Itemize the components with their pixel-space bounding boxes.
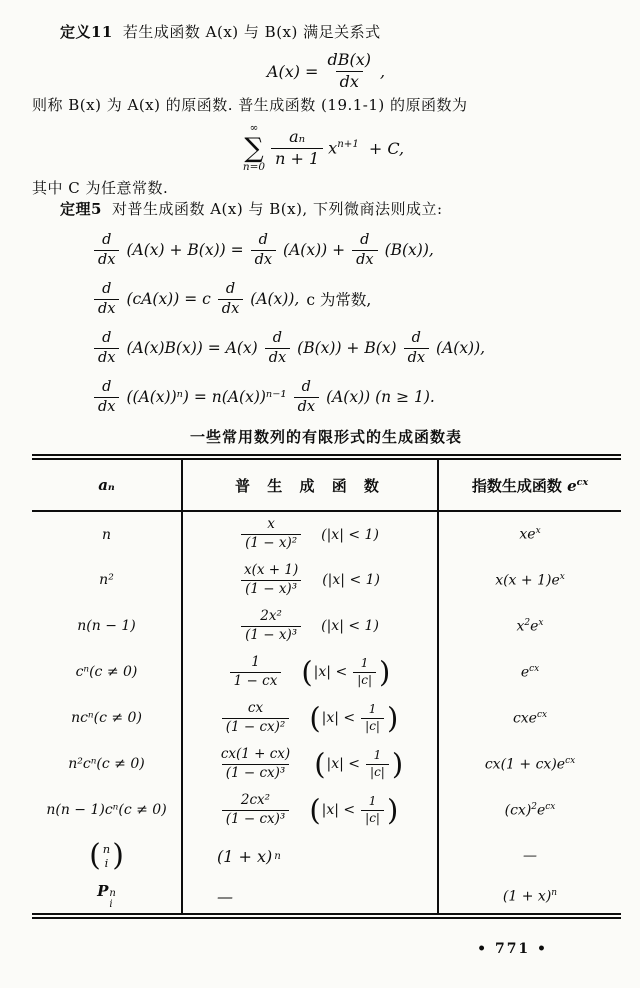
egf-cell (438, 649, 621, 695)
rule-constant-multiple (94, 279, 620, 319)
derivative-rules-block (94, 230, 620, 417)
egf-cell (438, 741, 621, 787)
ogf-cell (182, 879, 438, 916)
fraction-numerator: 1 (373, 747, 382, 762)
fraction-denominator: (1 − cx)³ (222, 764, 290, 782)
right-paren: ) (391, 746, 404, 781)
formula-suffix: , (379, 61, 386, 81)
fraction-numerator: d (411, 329, 421, 346)
table-row (32, 557, 621, 603)
fraction-numerator: d (272, 329, 283, 346)
sequence-cell (32, 833, 182, 879)
definition-11-paragraph (32, 22, 620, 43)
egf-cell: — (438, 833, 621, 879)
egf-cell (438, 787, 621, 833)
theorem-5-text: 对普生成函数 A(x) 与 B(x), 下列微商法则成立: (111, 200, 443, 218)
d-dx-fraction (94, 232, 119, 268)
fraction-numerator: cx (247, 699, 264, 716)
fraction-denominator: dx (94, 250, 119, 269)
fraction-numerator: d (258, 231, 268, 248)
fraction-denominator: |c| (361, 718, 384, 734)
left-paren: ( (301, 654, 313, 689)
egf-cell (438, 557, 621, 603)
formula-lhs: A(x) = (266, 61, 319, 81)
paragraph-constant: 其中 C 为任意常数. (32, 179, 169, 197)
rule-power-derivative (94, 377, 620, 417)
definition-11-label: 定义11 (60, 23, 113, 41)
fraction-dbdx (323, 51, 375, 91)
fraction-denominator: dx (94, 299, 119, 318)
fraction-an-over-n1 (271, 128, 323, 168)
theorem-5-paragraph (32, 199, 620, 220)
egf-cell (438, 603, 621, 649)
convergence-condition (309, 700, 399, 735)
right-paren: ) (386, 792, 399, 827)
fraction-numerator: 1 (368, 701, 377, 716)
fraction-denominator: dx (294, 397, 319, 416)
egf-sup: cx (545, 801, 556, 812)
binomial-bottom: i (104, 856, 109, 870)
rule-segment: (A(x)) (n ≥ 1). (326, 388, 435, 406)
rule-segment: (A(x)B(x)) = A(x) (126, 339, 258, 357)
fraction-denominator: dx (94, 397, 119, 416)
right-paren: ) (112, 838, 124, 873)
fraction-denominator: |c| (366, 764, 389, 780)
definition-11-text: 若生成函数 A(x) 与 B(x) 满足关系式 (122, 23, 381, 41)
table-row (32, 603, 621, 649)
fraction-denominator: dx (265, 348, 290, 367)
right-paren: ) (379, 654, 391, 689)
ogf-cell (182, 833, 438, 879)
egf-symbol-base: e (567, 476, 577, 495)
table-row (32, 741, 621, 787)
egf-base: cx(1 + cx)e (484, 756, 566, 773)
paragraph-antiderivative: 则称 B(x) 为 A(x) 的原函数. 普生成函数 (19.1-1) 的原函数为 (32, 96, 468, 114)
ogf-cell (182, 695, 438, 741)
egf-sup: cx (536, 709, 548, 720)
fraction-denominator: (1 − cx)³ (222, 810, 290, 828)
sum-lower-limit: n=0 (242, 160, 266, 173)
fraction-denominator: n + 1 (271, 148, 323, 168)
table-row (32, 833, 621, 879)
dash: — (217, 886, 233, 906)
fraction-denominator: (1 − cx)² (222, 718, 290, 736)
sequence-cell: n²cⁿ(c ≠ 0) (68, 756, 145, 772)
left-paren: ( (314, 746, 326, 781)
formula-derivative-definition (32, 47, 620, 95)
sequence-cell: ncⁿ(c ≠ 0) (71, 710, 142, 726)
rule-segment: (A(x)), (250, 290, 300, 308)
table-row (32, 879, 621, 916)
header-exponential-gf (438, 457, 621, 511)
ogf-cell (182, 557, 438, 603)
egf-sup: cx (529, 663, 540, 674)
fraction-numerator: x(x + 1) (243, 561, 299, 578)
rule-segment: (B(x)) + B(x) (297, 339, 397, 357)
right-paren: ) (386, 700, 399, 735)
power-base: x (328, 138, 338, 158)
header-exponential-gf-text: 指数生成函数 (471, 476, 562, 495)
sum-upper-limit: ∞ (249, 121, 259, 134)
rule-segment: (A(x)), (436, 339, 486, 357)
table-title: 一些常用数列的有限形式的生成函数表 (189, 428, 462, 446)
fraction-numerator: d (301, 378, 311, 395)
ogf-base: (1 + x) (217, 846, 273, 866)
rule-note: c 为常数, (306, 291, 372, 309)
egf-base: (cx) (504, 802, 532, 819)
fraction-numerator: d (102, 280, 112, 297)
left-paren: ( (309, 700, 321, 735)
sequence-cell: n² (99, 572, 114, 588)
convergence-condition: (|x| < 1) (321, 526, 379, 543)
d-dx-fraction (94, 379, 119, 415)
fraction-denominator: dx (352, 250, 377, 269)
egf-cell (438, 511, 621, 557)
egf-sup: x (535, 526, 541, 537)
ogf-cell (182, 649, 438, 695)
d-dx-fraction (94, 281, 119, 317)
sigma-glyph: ∑ (244, 132, 264, 164)
d-dx-fraction (265, 330, 290, 366)
convergence-condition: (|x| < 1) (322, 572, 381, 588)
fraction-numerator: cx(1 + cx) (220, 745, 291, 762)
generating-functions-table (32, 454, 621, 919)
table-row (32, 649, 621, 695)
fraction-denominator: |c| (361, 810, 384, 826)
header-an: aₙ (32, 457, 182, 511)
page-number: • 771 • (477, 941, 548, 957)
egf-base: (1 + x) (502, 888, 552, 905)
fraction-denominator: (1 − x)³ (241, 626, 301, 644)
binomial-coefficient (89, 838, 124, 873)
left-paren: ( (309, 792, 321, 827)
d-dx-fraction (352, 232, 377, 268)
egf-sup: x (538, 617, 544, 628)
convergence-condition (301, 654, 391, 689)
table-row (32, 695, 621, 741)
convergence-condition (309, 792, 399, 827)
ogf-sup: n (274, 850, 281, 862)
sequence-cell: n (101, 526, 112, 543)
power-exponent: n+1 (337, 138, 359, 151)
table-row (32, 787, 621, 833)
d-dx-fraction (94, 330, 119, 366)
power-term (328, 138, 359, 157)
fraction-denominator: dx (336, 71, 363, 91)
fraction-numerator: d (102, 329, 112, 346)
d-dx-fraction (404, 330, 429, 366)
convergence-condition: (|x| < 1) (321, 618, 379, 634)
egf-cell (438, 695, 621, 741)
fraction-denominator: 1 − cx (230, 672, 282, 690)
egf-base: x (516, 618, 525, 635)
egf-sup: cx (565, 755, 576, 766)
d-dx-fraction (218, 281, 243, 317)
d-dx-fraction (294, 379, 319, 415)
fraction-numerator: aₙ (289, 127, 306, 147)
permutation-sub: i (109, 899, 113, 910)
rule-segment: (B(x)), (384, 241, 434, 259)
fraction-numerator: d (225, 280, 236, 297)
condition-text: |x| < (326, 756, 361, 772)
fraction-denominator: (1 − x)³ (241, 580, 301, 598)
fraction-numerator: x (267, 516, 275, 533)
fraction-numerator: 2x² (260, 607, 282, 624)
egf-sup: x (559, 571, 565, 582)
formula-tail: + C, (368, 138, 405, 158)
fraction-denominator: |c| (353, 672, 376, 688)
condition-text: |x| < (321, 802, 356, 818)
binomial-top: n (102, 841, 111, 856)
ogf-cell (182, 787, 438, 833)
fraction-numerator: d (360, 231, 370, 248)
fraction-denominator: dx (218, 299, 243, 318)
table-row (32, 511, 621, 557)
egf-sup: n (551, 887, 558, 898)
ogf-cell (182, 511, 438, 557)
sequence-cell: cⁿ(c ≠ 0) (75, 664, 138, 680)
rule-sum-derivative (94, 230, 620, 270)
fraction-denominator: dx (404, 348, 429, 367)
egf-base: cxe (512, 710, 537, 727)
formula-antiderivative-sum (32, 118, 620, 178)
egf-base: e (537, 802, 546, 819)
fraction-numerator: d (102, 231, 112, 248)
convergence-condition (314, 746, 404, 781)
fraction-denominator: (1 − x)² (241, 534, 301, 552)
header-ordinary-gf: 普 生 成 函 数 (182, 457, 438, 511)
fraction-numerator: 1 (368, 793, 377, 808)
egf-base: xe (519, 526, 536, 543)
egf-base: e (530, 618, 539, 635)
rule-segment: (A(x)) + (283, 241, 346, 259)
egf-sup: 2 (531, 801, 537, 812)
egf-base: x(x + 1)e (495, 572, 560, 589)
table-header-row (32, 457, 621, 511)
left-paren: ( (89, 838, 101, 873)
ogf-cell (182, 741, 438, 787)
sequence-cell (32, 879, 182, 916)
summation-symbol (243, 123, 265, 173)
permutation-sup: n (109, 887, 116, 899)
sequence-cell: n(n − 1)cⁿ(c ≠ 0) (46, 802, 167, 818)
header-egf-symbol (567, 477, 588, 495)
egf-symbol-sup: cx (576, 476, 589, 488)
ogf-cell (182, 603, 438, 649)
fraction-numerator: 1 (251, 653, 260, 670)
egf-cell (438, 879, 621, 916)
fraction-denominator: dx (251, 250, 276, 269)
permutation-symbol: P (97, 881, 109, 900)
rule-segment: ((A(x))ⁿ) = n(A(x))ⁿ⁻¹ (126, 388, 287, 406)
fraction-numerator: 1 (360, 655, 369, 670)
rule-segment: (cA(x)) = c (126, 290, 211, 308)
fraction-numerator: d (102, 378, 112, 395)
egf-base: e (520, 664, 530, 681)
condition-text: |x| < (313, 664, 348, 680)
fraction-numerator: 2cx² (240, 791, 271, 808)
fraction-denominator: dx (94, 348, 119, 367)
sequence-cell: n(n − 1) (77, 618, 136, 634)
d-dx-fraction (251, 232, 276, 268)
rule-product-derivative (94, 328, 620, 368)
fraction-numerator: dB(x) (327, 50, 371, 70)
condition-text: |x| < (321, 710, 356, 726)
theorem-5-label: 定理5 (60, 200, 102, 218)
egf-sup: 2 (524, 617, 531, 628)
rule-segment: (A(x) + B(x)) = (126, 241, 244, 259)
